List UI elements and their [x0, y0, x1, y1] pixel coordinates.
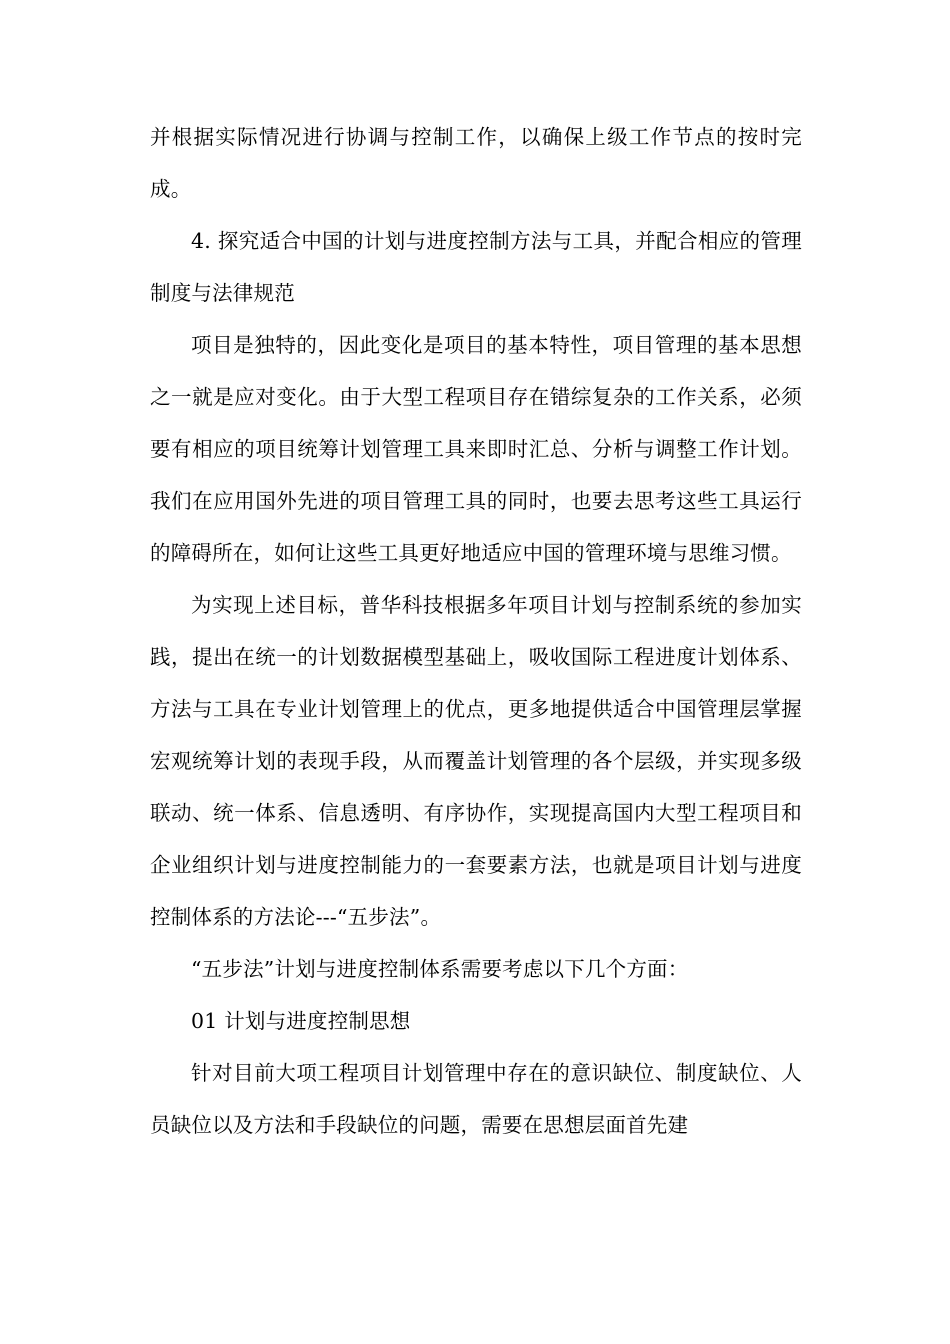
paragraph-5: 针对目前大项工程项目计划管理中存在的意识缺位、制度缺位、人员缺位以及方法和手段缺位的问题，需要在思想层面首先建 — [150, 1061, 802, 1137]
document-body — [150, 111, 802, 1151]
paragraph-2: 项目是独特的，因此变化是项目的基本特性，项目管理的基本思想之一就是应对变化。由于大型工程项目存在错综复杂的工作关系，必须要有相应的项目统筹计划管理工具来即时汇总、分析与调整工作计划。我们在应用国外先进的项目管理工具的同时，也要去思考这些工具运行的障碍所在，如何让这些工具更好地适应中国的管理环境与思维习惯。 — [150, 333, 802, 565]
section-heading-4: 4. 探究适合中国的计划与进度控制方法与工具，并配合相应的管理制度与法律规范 — [150, 229, 802, 305]
paragraph-1: 并根据实际情况进行协调与控制工作，以确保上级工作节点的按时完成。 — [150, 125, 802, 201]
section-heading-01: 01 计划与进度控制思想 — [191, 1009, 411, 1033]
paragraph-4: “五步法”计划与进度控制体系需要考虑以下几个方面： — [191, 957, 689, 981]
paragraph-3: 为实现上述目标，普华科技根据多年项目计划与控制系统的参加实践，提出在统一的计划数据模型基础上，吸收国际工程进度计划体系、方法与工具在专业计划管理上的优点，更多地提供适合中国管理层掌握宏观统筹计划的表现手段，从而覆盖计划管理的各个层级，并实现多级联动、统一体系、信息透明、有序协作，实现提高国内大型工程项目和企业组织计划与进度控制能力的一套要素方法，也就是项目计划与进度控制体系的方法论---“五步法”。 — [150, 593, 802, 929]
